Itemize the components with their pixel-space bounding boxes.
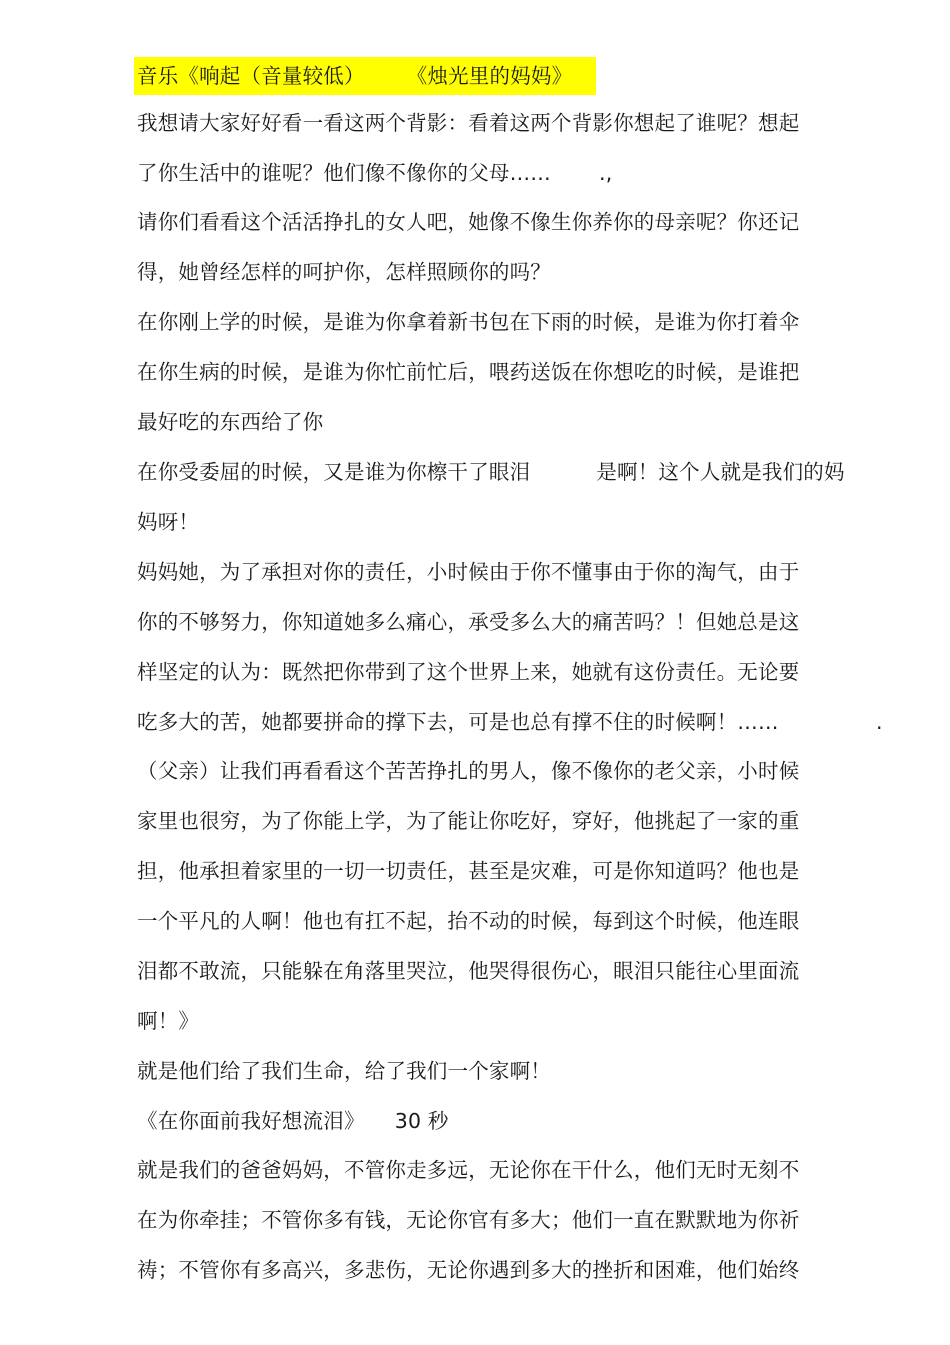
text-line-17: 担，他承担着家里的一切一切责任，甚至是灾难，可是你知道吗？他也是 <box>137 859 800 883</box>
music-cue-text: 音乐《响起（音量较低） <box>137 64 365 88</box>
text-line-3-mark: ., <box>599 161 613 185</box>
text-line-14-mark: . <box>876 710 883 734</box>
song-cue-title: 《在你面前我好想流泪》 <box>137 1109 365 1133</box>
music-cue-line <box>134 57 596 95</box>
text-line-16: 家里也很穷，为了你能上学，为了能让你吃好，穿好，他挑起了一家的重 <box>137 809 800 833</box>
song-cue-duration: 30 秒 <box>394 1109 449 1133</box>
text-line-24: 在为你牵挂；不管你多有钱，无论你官有多大；他们一直在默默地为你祈 <box>137 1208 800 1232</box>
text-line-13: 样坚定的认为：既然把你带到了这个世界上来，她就有这份责任。无论要 <box>137 660 800 684</box>
text-line-4: 请你们看看这个活活挣扎的女人吧，她像不像生你养你的母亲呢？你还记 <box>137 210 800 234</box>
text-line-6: 在你刚上学的时候，是谁为你拿着新书包在下雨的时候，是谁为你打着伞 <box>137 310 800 334</box>
text-line-8: 最好吃的东西给了你 <box>137 410 324 434</box>
text-line-2: 我想请大家好好看一看这两个背影：看着这两个背影你想起了谁呢？想起 <box>137 111 800 135</box>
text-line-21: 就是他们给了我们生命，给了我们一个家啊！ <box>137 1059 551 1083</box>
text-line-9 <box>137 459 845 485</box>
text-line-12: 你的不够努力，你知道她多么痛心，承受多么大的痛苦吗？！但她总是这 <box>137 610 800 634</box>
text-line-19: 泪都不敢流，只能躲在角落里哭泣，他哭得很伤心，眼泪只能往心里面流 <box>137 959 800 983</box>
text-line-15: （父亲）让我们再看看这个苦苦挣扎的男人，像不像你的老父亲，小时候 <box>137 759 800 783</box>
text-line-3-main: 了你生活中的谁呢？他们像不像你的父母…… <box>137 161 551 185</box>
song-title: 《烛光里的妈妈》 <box>406 64 573 88</box>
text-line-23: 就是我们的爸爸妈妈，不管你走多远，无论你在干什么，他们无时无刻不 <box>137 1158 800 1182</box>
text-line-18: 一个平凡的人啊！他也有扛不起，抬不动的时候，每到这个时候，他连眼 <box>137 909 800 933</box>
text-line-20: 啊！》 <box>137 1009 200 1033</box>
text-line-11: 妈妈她，为了承担对你的责任，小时候由于你不懂事由于你的淘气，由于 <box>137 560 800 584</box>
song-cue-line <box>137 1108 449 1134</box>
text-line-9-tail: 是啊！这个人就是我们的妈 <box>596 460 845 484</box>
text-line-10: 妈呀！ <box>137 510 200 534</box>
text-line-5: 得，她曾经怎样的呵护你，怎样照顾你的吗？ <box>137 260 551 284</box>
text-line-7: 在你生病的时候，是谁为你忙前忙后，喂药送饭在你想吃的时候，是谁把 <box>137 360 800 384</box>
text-line-25: 祷；不管你有多高兴，多悲伤，无论你遇到多大的挫折和困难，他们始终 <box>137 1258 800 1282</box>
text-line-9-main: 在你受委屈的时候，又是谁为你檫干了眼泪 <box>137 460 531 484</box>
text-line-14: 吃多大的苦，她都要拼命的撑下去，可是也总有撑不住的时候啊！…… <box>137 710 779 734</box>
text-line-3 <box>137 160 612 186</box>
